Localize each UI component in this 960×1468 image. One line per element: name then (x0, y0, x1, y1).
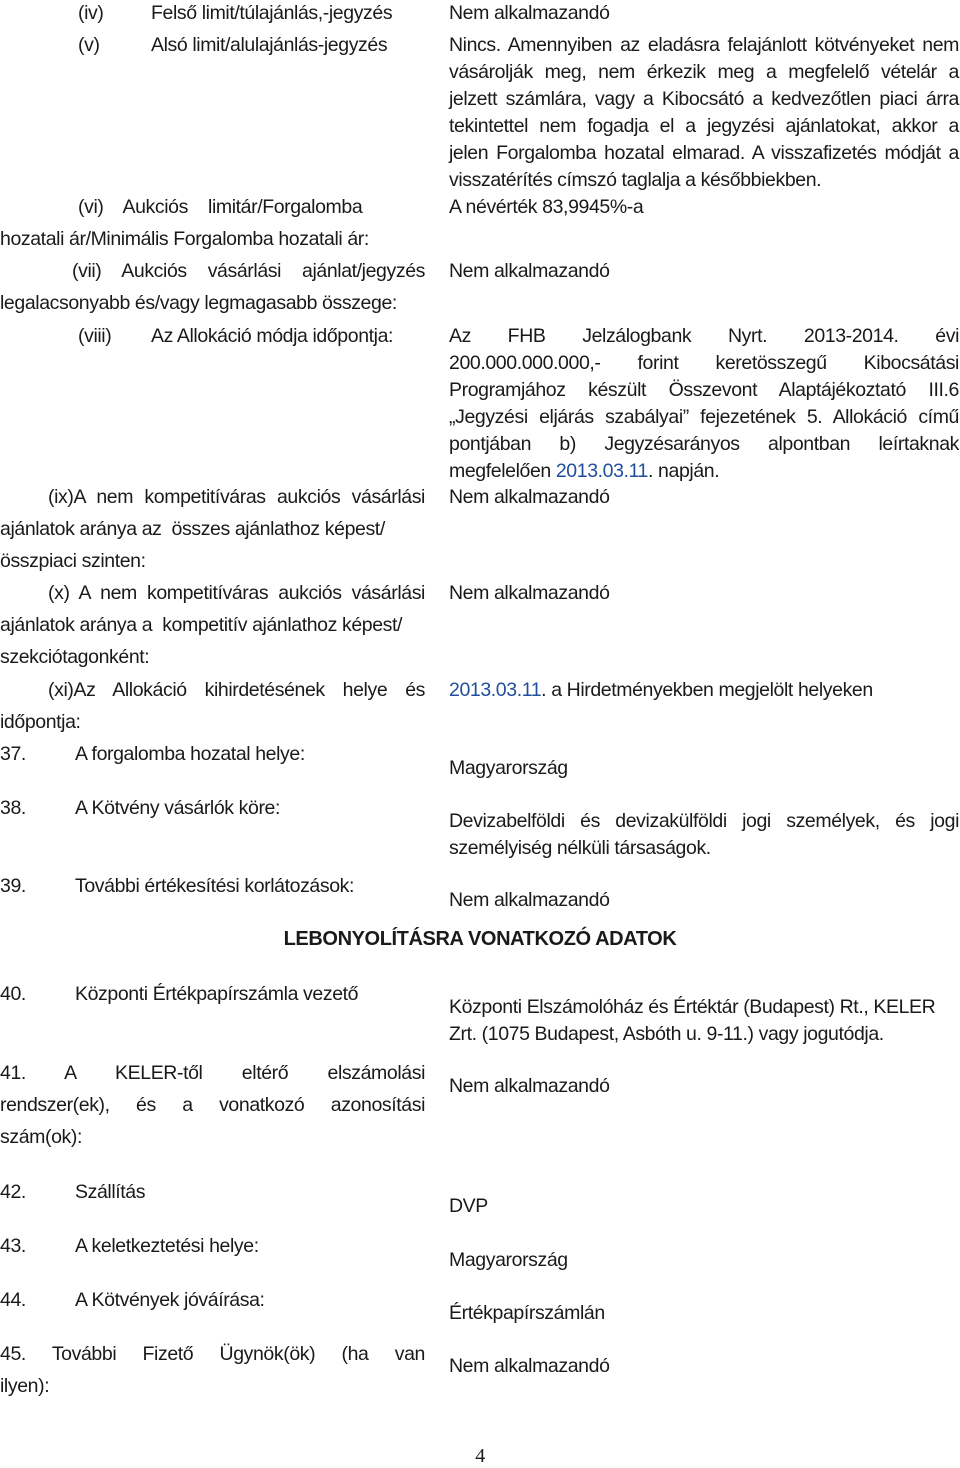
section-45-label: 45. További Fizető Ügynök(ök) (ha van (0, 1343, 425, 1365)
item-ix-label-cont: összpiaci szinten: (0, 550, 146, 572)
item-iv-value: Nem alkalmazandó (449, 2, 610, 24)
section-45-label-cont: ilyen): (0, 1375, 50, 1397)
item-v-value-line: visszatérítés címszó taglalja a későbbiekben. (449, 169, 822, 191)
section-37-value: Magyarország (449, 757, 568, 779)
section-43-value: Magyarország (449, 1249, 568, 1271)
item-xi-label-cont: időpontja: (0, 711, 81, 733)
section-39-value: Nem alkalmazandó (449, 889, 610, 911)
item-vii-label: (vii) Aukciós vásárlási ajánlat/jegyzés (72, 260, 425, 282)
item-viii-value-line: pontjában b) Jegyzésarányos alpontban leírtaknak (449, 433, 959, 455)
item-x-label-cont: szekciótagonként: (0, 646, 150, 668)
section-42-number: 42. (0, 1181, 26, 1203)
section-41-value: Nem alkalmazandó (449, 1075, 610, 1097)
section-41-label: 41. A KELER-től eltérő elszámolási (0, 1062, 425, 1084)
item-v-value-line: jelzett számlára, vagy a Kibocsátó a kedvezőtlen piaci árra (449, 88, 959, 110)
item-viii-label: Az Allokáció módja időpontja: (151, 325, 394, 347)
item-vii-label-cont: legalacsonyabb és/vagy legmagasabb összege: (0, 292, 397, 314)
item-vi-value: A névérték 83,9945%-a (449, 196, 644, 218)
section-40-value-line: Központi Elszámolóház és Értéktár (Budapest) Rt., KELER (449, 996, 936, 1018)
item-v-value-line: tekintettel nem fogadja el a jegyzési ajánlatokat, akkor a (449, 115, 959, 137)
section-37-label: A forgalomba hozatal helye: (75, 743, 305, 765)
item-vii-value: Nem alkalmazandó (449, 260, 610, 282)
section-39-number: 39. (0, 875, 26, 897)
section-45-value: Nem alkalmazandó (449, 1355, 610, 1377)
section-39-label: További értékesítési korlátozások: (75, 875, 355, 897)
item-x-value: Nem alkalmazandó (449, 582, 610, 604)
section-40-value-line: Zrt. (1075 Budapest, Asbóth u. 9-11.) vagy jogutódja. (449, 1023, 884, 1045)
item-x-label-cont: ajánlatok aránya a kompetitív ajánlathoz képest/ (0, 614, 403, 636)
item-v-number: (v) (78, 34, 100, 56)
item-viii-value-line: Az FHB Jelzálogbank Nyrt. 2013-2014. évi (449, 325, 959, 347)
section-42-label: Szállítás (75, 1181, 146, 1203)
item-ix-label: (ix)A nem kompetitíváras aukciós vásárlási (48, 486, 425, 508)
item-vi-label: (vi) Aukciós limitár/Forgalomba (78, 196, 363, 218)
item-ix-value: Nem alkalmazandó (449, 486, 610, 508)
section-40-number: 40. (0, 983, 26, 1005)
section-38-number: 38. (0, 797, 26, 819)
section-41-label-cont: rendszer(ek), és a vonatkozó azonosítási (0, 1094, 425, 1116)
item-xi-date: 2013.03.11 (449, 679, 542, 701)
section-38-value-line: személyiség nélküli társaságok. (449, 837, 711, 859)
section-44-value: Értékpapírszámlán (449, 1302, 605, 1324)
item-viii-value-line: 200.000.000.000,- forint keretösszegű Kibocsátási (449, 352, 959, 374)
item-viii-prefix: megfelelően (449, 460, 556, 482)
item-viii-suffix: . napján. (648, 460, 720, 482)
page-number: 4 (475, 1445, 485, 1467)
item-vi-label-cont: hozatali ár/Minimális Forgalomba hozatali ár: (0, 228, 369, 250)
item-viii-value-line: Programjához készült Összevont Alaptájékoztató III.6 (449, 379, 959, 401)
item-xi-value (449, 677, 873, 704)
item-v-value-line: Nincs. Amennyiben az eladásra felajánlott kötvényeket nem (449, 34, 959, 56)
section-43-label: A keletkeztetési helye: (75, 1235, 259, 1257)
section-38-value-line: Devizabelföldi és devizakülföldi jogi személyek, és jogi (449, 810, 959, 832)
section-44-number: 44. (0, 1289, 26, 1311)
item-viii-date: 2013.03.11 (555, 460, 649, 482)
item-iv-label: Felső limit/túlajánlás,-jegyzés (151, 2, 393, 24)
item-xi-label: (xi)Az Allokáció kihirdetésének helye és (48, 679, 425, 701)
item-x-label: (x) A nem kompetitíváras aukciós vásárlási (48, 582, 425, 604)
section-38-label: A Kötvény vásárlók köre: (75, 797, 281, 819)
item-viii-number: (viii) (78, 325, 112, 347)
item-v-label: Alsó limit/alulajánlás-jegyzés (151, 34, 388, 56)
item-v-value-line: jelen Forgalomba hozatal elmarad. A visszafizetés módját a (449, 142, 959, 164)
section-44-label: A Kötvények jóváírása: (75, 1289, 265, 1311)
section-37-number: 37. (0, 743, 26, 765)
section-42-value: DVP (449, 1195, 488, 1217)
section-40-label: Központi Értékpapírszámla vezető (75, 983, 359, 1005)
section-43-number: 43. (0, 1235, 26, 1257)
item-viii-value-line: „Jegyzési eljárás szabályai” fejezetének 5. Allokáció című (449, 406, 959, 428)
section-41-label-cont: szám(ok): (0, 1126, 82, 1148)
item-v-value-line: vásárolják meg, nem érkezik meg a megfelelő vételár a (449, 61, 959, 83)
item-xi-rest: . a Hirdetményekben megjelölt helyeken (541, 679, 873, 701)
section-heading: LEBONYOLÍTÁSRA VONATKOZÓ ADATOK (283, 928, 677, 950)
item-viii-value-last (449, 458, 719, 485)
item-ix-label-cont: ajánlatok aránya az összes ajánlathoz képest/ (0, 518, 385, 540)
item-iv-number: (iv) (78, 2, 104, 24)
